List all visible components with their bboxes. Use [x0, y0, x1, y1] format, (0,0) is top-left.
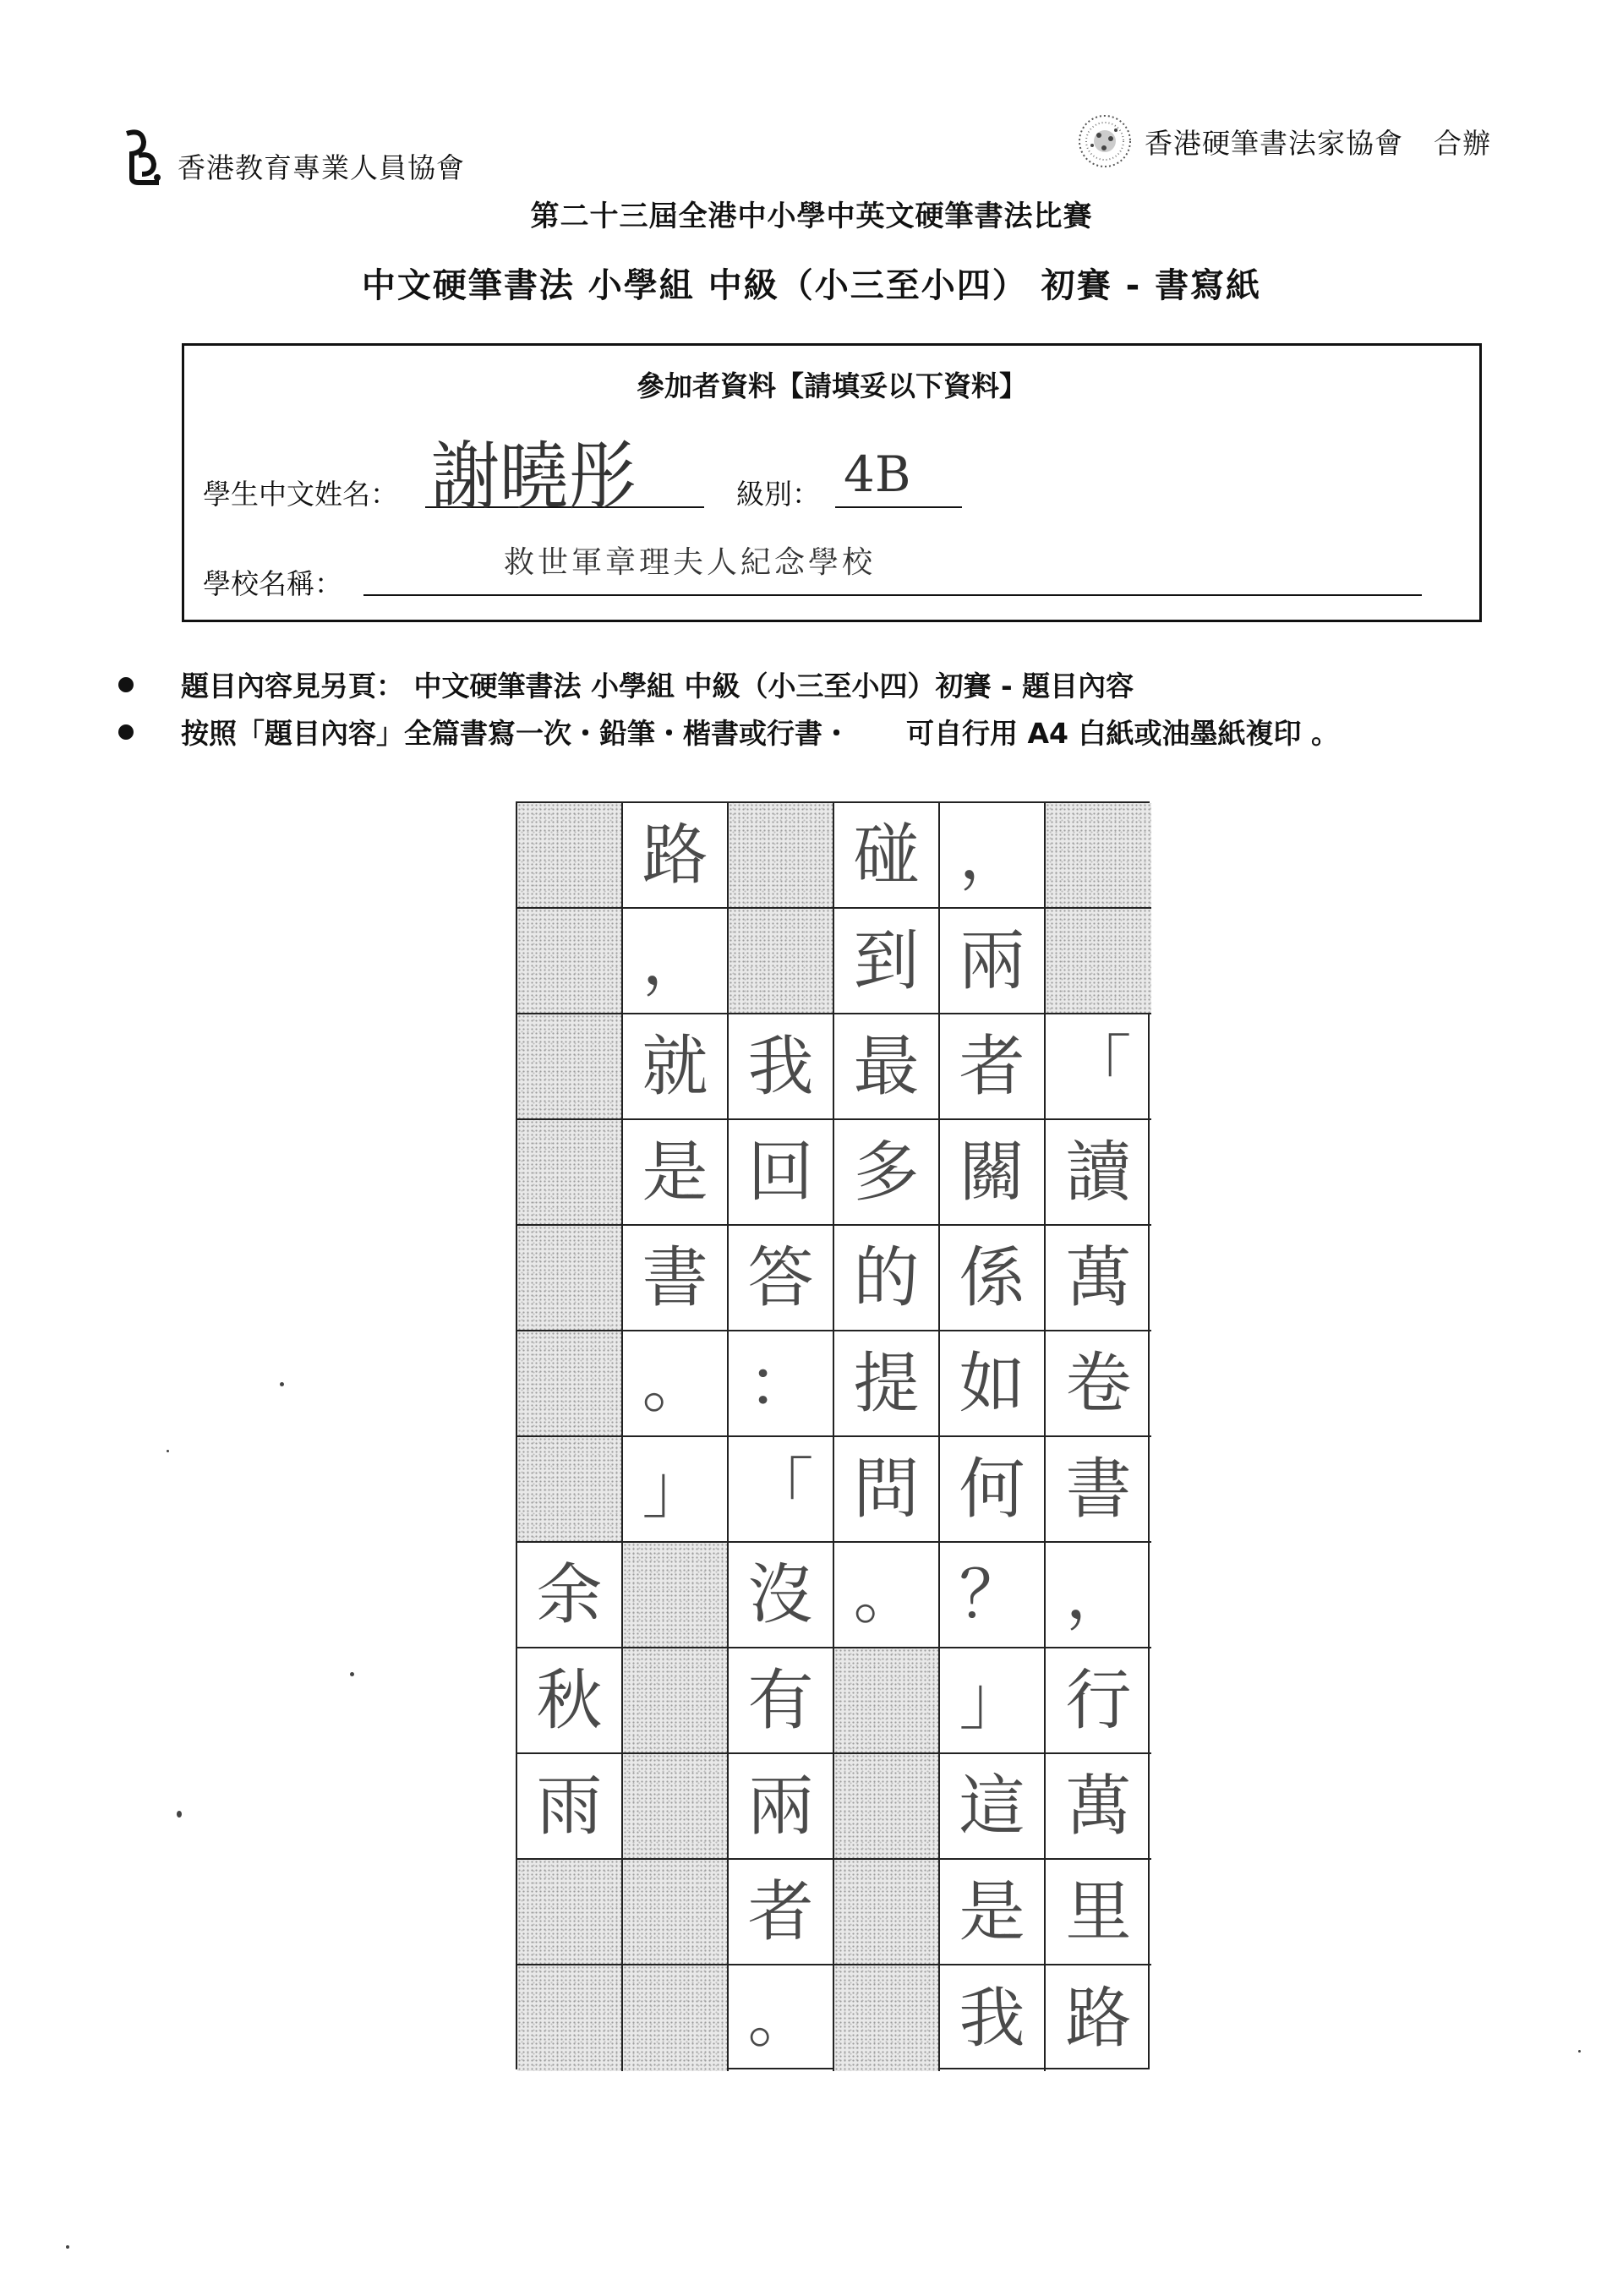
grid-cell: 」	[940, 1648, 1046, 1754]
grid-cell: 萬	[1046, 1226, 1151, 1331]
organizer-right-name: 香港硬筆書法家協會	[1145, 126, 1403, 160]
paper-title: 中文硬筆書法 小學組 中級（小三至小四） 初賽 - 書寫紙	[361, 266, 1262, 305]
organizer-right	[1074, 110, 1491, 172]
grid-cell: 路	[623, 803, 729, 909]
school-name-line	[363, 594, 1422, 596]
class-label: 級別：	[736, 478, 820, 511]
scan-speck	[66, 2245, 69, 2249]
grid-cell: ，	[940, 803, 1046, 909]
grid-cell: 回	[729, 1120, 834, 1226]
hkptu-logo-icon	[118, 127, 166, 186]
grid-cell-shaded	[517, 1226, 623, 1331]
grid-cell: 里	[1046, 1860, 1151, 1965]
grid-cell: 萬	[1046, 1754, 1151, 1860]
grid-cell: 關	[940, 1120, 1046, 1226]
grid-cell: 書	[623, 1226, 729, 1331]
grid-cell: 讀	[1046, 1120, 1151, 1226]
grid-cell: 問	[834, 1437, 940, 1543]
grid-cell: 多	[834, 1120, 940, 1226]
grid-cell-shaded	[834, 1965, 940, 2071]
competition-title: 第二十三屆全港中小學中英文硬筆書法比賽	[530, 200, 1093, 233]
grid-cell-shaded	[517, 1120, 623, 1226]
grid-cell: 就	[623, 1014, 729, 1120]
scan-speck	[167, 1450, 169, 1452]
grid-cell: 。	[729, 1965, 834, 2071]
organizer-left-name: 香港教育專業人員協會	[178, 151, 465, 184]
participant-info-box	[182, 343, 1482, 622]
school-name-label: 學校名稱：	[203, 567, 342, 600]
grid-cell-shaded	[623, 1965, 729, 2071]
grid-cell: 有	[729, 1648, 834, 1754]
grid-cell: 如	[940, 1331, 1046, 1437]
class-field[interactable]: 4B	[844, 446, 911, 503]
grid-cell: ，	[1046, 1543, 1151, 1648]
scan-speck	[350, 1672, 354, 1676]
grid-cell: 。	[623, 1331, 729, 1437]
grid-cell: 何	[940, 1437, 1046, 1543]
grid-cell: 秋	[517, 1648, 623, 1754]
grid-cell-shaded	[623, 1860, 729, 1965]
instruction-item	[118, 712, 1339, 752]
grid-cell: 我	[940, 1965, 1046, 2071]
grid-cell: 兩	[729, 1754, 834, 1860]
grid-cell: 的	[834, 1226, 940, 1331]
grid-cell: 者	[729, 1860, 834, 1965]
grid-cell: 最	[834, 1014, 940, 1120]
grid-cell-shaded	[517, 1860, 623, 1965]
grid-cell: 提	[834, 1331, 940, 1437]
grid-cell-shaded	[623, 1754, 729, 1860]
grid-cell: 雨	[517, 1754, 623, 1860]
grid-cell: 係	[940, 1226, 1046, 1331]
organizer-left	[118, 127, 465, 186]
grid-cell-shaded	[1046, 803, 1151, 909]
grid-cell: 答	[729, 1226, 834, 1331]
scan-speck	[1578, 2050, 1581, 2053]
bullet-icon	[118, 724, 134, 740]
grid-cell: ，	[623, 909, 729, 1014]
grid-cell-shaded	[834, 1860, 940, 1965]
grid-cell: 是	[623, 1120, 729, 1226]
grid-cell-shaded	[834, 1754, 940, 1860]
grid-cell: 書	[1046, 1437, 1151, 1543]
grid-cell: 者	[940, 1014, 1046, 1120]
grid-cell-shaded	[623, 1648, 729, 1754]
grid-cell-shaded	[517, 1331, 623, 1437]
grid-cell: ？	[940, 1543, 1046, 1648]
grid-cell: 沒	[729, 1543, 834, 1648]
grid-cell: 余	[517, 1543, 623, 1648]
writing-grid	[516, 801, 1150, 2069]
participant-info-heading: 參加者資料【請填妥以下資料】	[637, 369, 1027, 402]
grid-cell: 卷	[1046, 1331, 1151, 1437]
grid-cell: 碰	[834, 803, 940, 909]
instruction-item	[118, 664, 1134, 704]
class-line	[835, 506, 962, 508]
grid-cell: 兩	[940, 909, 1046, 1014]
grid-cell-shaded	[517, 1437, 623, 1543]
grid-cell: 我	[729, 1014, 834, 1120]
grid-cell-shaded	[517, 1014, 623, 1120]
grid-cell: 路	[1065, 1980, 1132, 2057]
calligraphy-association-logo-icon	[1074, 110, 1136, 172]
grid-cell: 」	[623, 1437, 729, 1543]
grid-cell-shaded	[729, 909, 834, 1014]
grid-cell: 。	[834, 1543, 940, 1648]
grid-cell-shaded	[517, 803, 623, 909]
student-name-label: 學生中文姓名：	[203, 478, 398, 511]
grid-cell-shaded	[623, 1543, 729, 1648]
grid-cell: 這	[940, 1754, 1046, 1860]
student-name-field[interactable]: 謝曉彤	[431, 433, 637, 520]
scan-speck	[177, 1811, 182, 1818]
grid-cell: 「	[729, 1437, 834, 1543]
grid-cell-shaded	[517, 909, 623, 1014]
grid-cell-shaded	[729, 803, 834, 909]
instruction-text: 按照「題目內容」全篇書寫一次・鉛筆・楷書或行書・ 可自行用 A4 白紙或油墨紙複印 。	[181, 717, 1339, 750]
instruction-text: 題目內容見另頁： 中文硬筆書法 小學組 中級（小三至小四）初賽 - 題目內容	[181, 670, 1134, 702]
bullet-icon	[118, 677, 134, 692]
grid-cell-shaded	[834, 1648, 940, 1754]
grid-cell: 到	[834, 909, 940, 1014]
co-organize-label: 合辦	[1434, 126, 1491, 160]
grid-cell: 「	[1046, 1014, 1151, 1120]
grid-cell: ：	[729, 1331, 834, 1437]
school-name-field[interactable]: 救世軍章理夫人紀念學校	[504, 545, 877, 580]
grid-cell: 是	[940, 1860, 1046, 1965]
grid-cell-shaded	[1046, 909, 1151, 1014]
grid-cell: 行	[1046, 1648, 1151, 1754]
scan-speck	[280, 1382, 284, 1386]
grid-cell-shaded	[517, 1965, 623, 2071]
